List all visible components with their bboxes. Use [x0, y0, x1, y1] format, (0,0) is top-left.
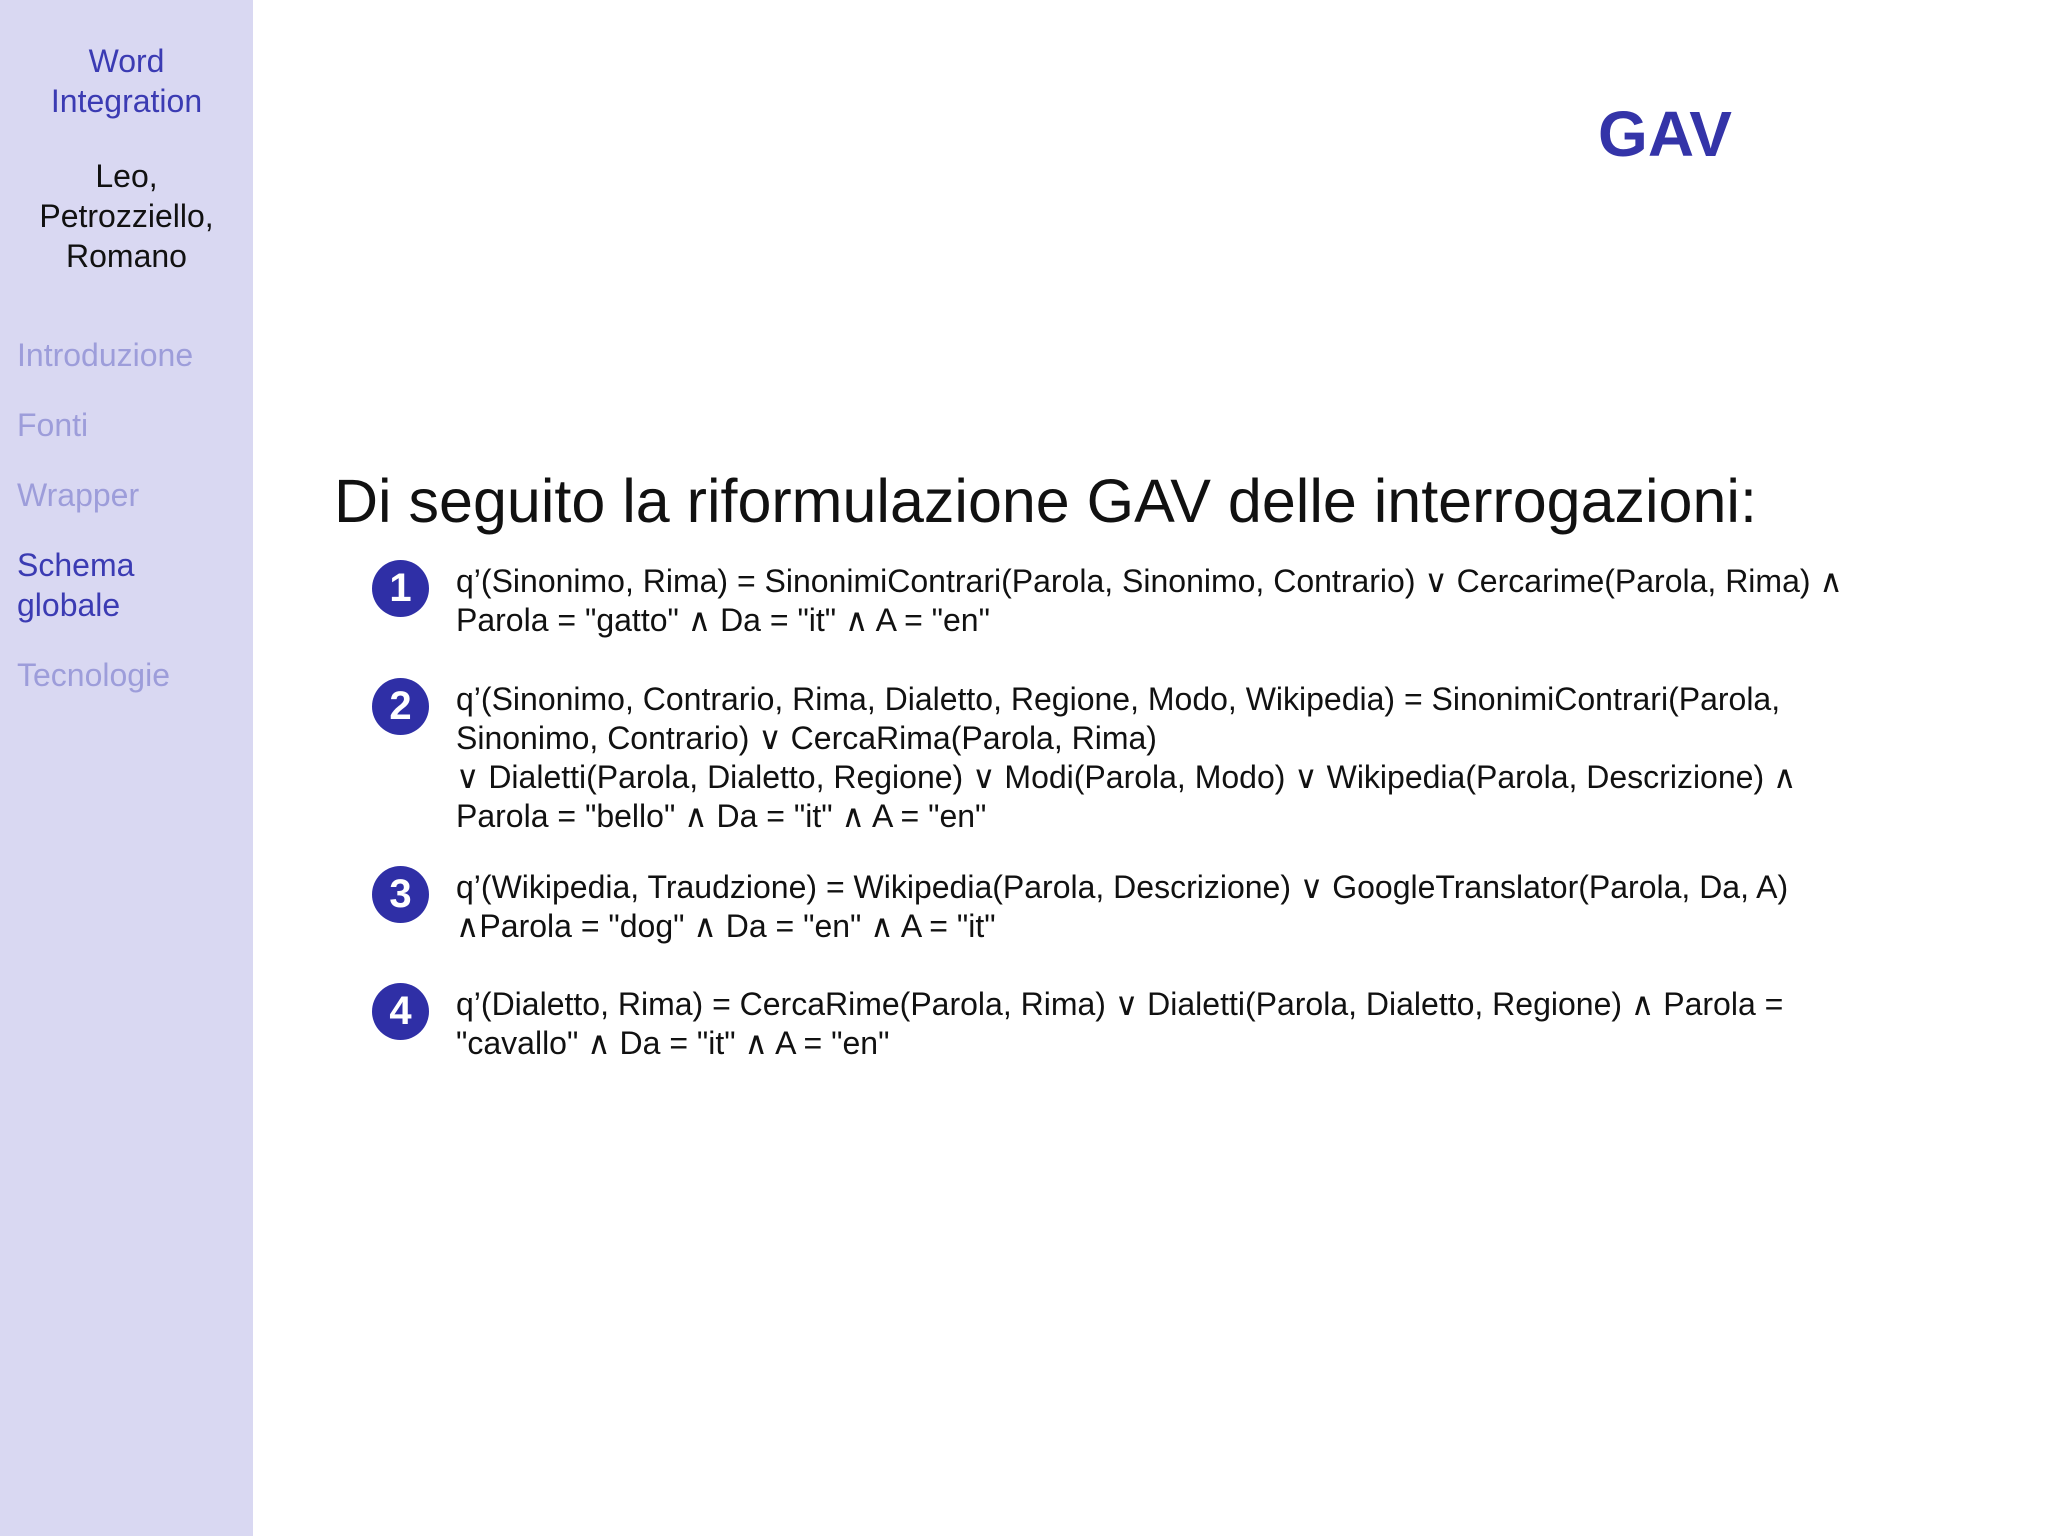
query-text — [456, 680, 1996, 836]
sidebar — [0, 0, 253, 1536]
query-line: "cavallo" ∧ Da = "it" ∧ A = "en" — [456, 1025, 890, 1061]
presentation-title-line: Integration — [50, 83, 203, 119]
nav-item-label: Introduzione — [17, 337, 194, 373]
query-line: ∨ Dialetti(Parola, Dialetto, Regione) ∨ Modi(Parola, Modo) ∨ Wikipedia(Parola, Descrizione) ∧ — [456, 759, 1797, 795]
nav-item-introduzione[interactable] — [17, 335, 247, 375]
query-number-badge: 2 — [372, 678, 429, 735]
nav-item-label: Tecnologie — [17, 657, 170, 693]
query-line: Sinonimo, Contrario) ∨ CercaRima(Parola, Rima) — [456, 720, 1157, 756]
query-line: ∧Parola = "dog" ∧ Da = "en" ∧ A = "it" — [456, 908, 996, 944]
query-number-badge: 4 — [372, 983, 429, 1040]
nav-item-label: Wrapper — [17, 477, 140, 513]
nav-item-label: globale — [17, 587, 121, 623]
authors-line: Romano — [66, 238, 187, 274]
query-line: q’(Wikipedia, Traudzione) = Wikipedia(Parola, Descrizione) ∨ GoogleTranslator(Parola, Da, A) — [456, 869, 1789, 905]
query-text — [456, 868, 1996, 946]
query-number-badge: 1 — [372, 560, 429, 617]
query-text — [456, 562, 1996, 640]
nav-item-schema-globale[interactable] — [17, 545, 247, 625]
query-line: Parola = "bello" ∧ Da = "it" ∧ A = "en" — [456, 798, 987, 834]
authors-line: Petrozziello, — [39, 198, 214, 234]
query-text — [456, 985, 1996, 1063]
presentation-title-line: Word — [88, 43, 165, 79]
query-line: q’(Sinonimo, Rima) = SinonimiContrari(Parola, Sinonimo, Contrario) ∨ Cercarime(Parola, Rima) ∧ — [456, 563, 1843, 599]
query-line: q’(Dialetto, Rima) = CercaRime(Parola, Rima) ∨ Dialetti(Parola, Dialetto, Regione) ∧ Parola = — [456, 986, 1784, 1022]
nav-item-tecnologie[interactable] — [17, 655, 247, 695]
nav-item-fonti[interactable] — [17, 405, 247, 445]
authors — [0, 156, 253, 276]
nav-item-label: Schema — [17, 547, 135, 583]
nav-item-wrapper[interactable] — [17, 475, 247, 515]
frame-title: GAV — [1598, 98, 1732, 170]
query-line: Parola = "gatto" ∧ Da = "it" ∧ A = "en" — [456, 602, 990, 638]
query-number-badge: 3 — [372, 866, 429, 923]
presentation-title[interactable] — [0, 41, 253, 121]
authors-line: Leo, — [95, 158, 158, 194]
nav-item-label: Fonti — [17, 407, 89, 443]
intro-text: Di seguito la riformulazione GAV delle interrogazioni: — [334, 467, 1757, 535]
query-line: q’(Sinonimo, Contrario, Rima, Dialetto, Regione, Modo, Wikipedia) = SinonimiContrari(Parola, — [456, 681, 1781, 717]
